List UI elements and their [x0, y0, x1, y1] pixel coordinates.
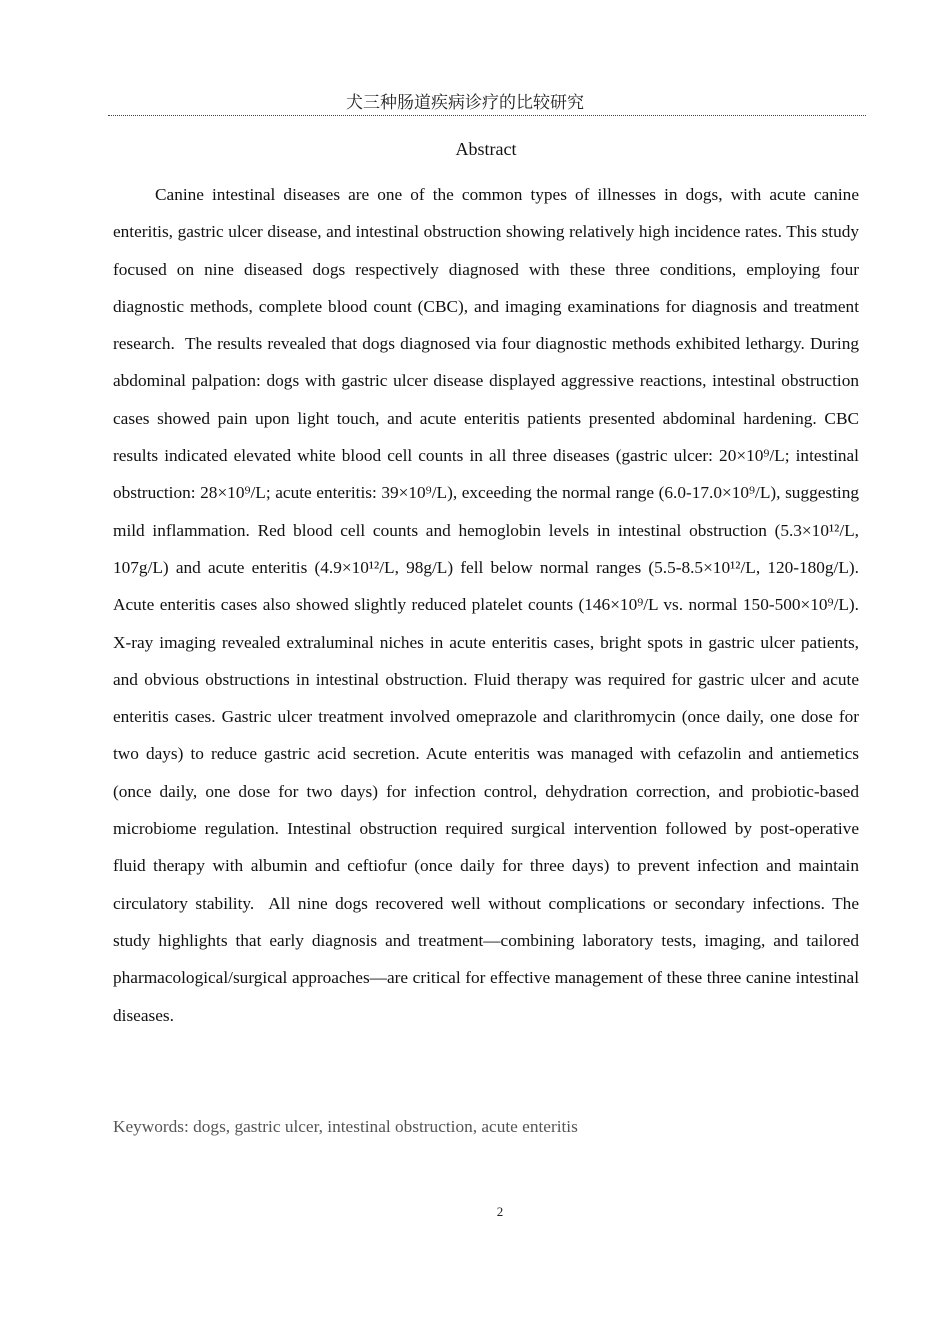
running-header-title: 犬三种肠道疾病诊疗的比较研究	[346, 93, 584, 113]
page-number: 2	[496, 1204, 504, 1219]
running-header	[108, 91, 866, 116]
abstract-body: Canine intestinal diseases are one of the common types of illnesses in dogs, with acute canine enteritis, gastric ulcer disease, and intestinal obstruction showing relatively high incidence rates. This study focused on nine diseased dogs respectively diagnosed with these three conditions, employing four diagnostic methods, complete blood count (CBC), and imaging examinations for diagnosis and treatment research. The results revealed that dogs diagnosed via four diagnostic methods exhibited lethargy. During abdominal palpation: dogs with gastric ulcer disease displayed aggressive reactions, intestinal obstruction cases showed pain upon light touch, and acute enteritis patients presented abdominal hardening. CBC results indicated elevated white blood cell counts in all three diseases (gastric ulcer: 20×10⁹/L; intestinal obstruction: 28×10⁹/L; acute enteritis: 39×10⁹/L), exceeding the normal range (6.0-17.0×10⁹/L), suggesting mild inflammation. Red blood cell counts and hemoglobin levels in intestinal obstruction (5.3×10¹²/L, 107g/L) and acute enteritis (4.9×10¹²/L, 98g/L) fell below normal ranges (5.5-8.5×10¹²/L, 120-180g/L). Acute enteritis cases also showed slightly reduced platelet counts (146×10⁹/L vs. normal 150-500×10⁹/L). X-ray imaging revealed extraluminal niches in acute enteritis cases, bright spots in gastric ulcer patients, and obvious obstructions in intestinal obstruction. Fluid therapy was required for gastric ulcer and acute enteritis cases. Gastric ulcer treatment involved omeprazole and clarithromycin (once daily, one dose for two days) to reduce gastric acid secretion. Acute enteritis was managed with cefazolin and antiemetics (once daily, one dose for two days) for infection control, dehydration correction, and probiotic-based microbiome regulation. Intestinal obstruction required surgical intervention followed by post-operative fluid therapy with albumin and ceftiofur (once daily for three days) to prevent infection and maintain circulatory stability. All nine dogs recovered well without complications or secondary infections. The study highlights that early diagnosis and treatment—combining laboratory tests, imaging, and tailored pharmacological/surgical approaches—are critical for effective management of these three canine intestinal diseases.	[113, 185, 868, 1025]
keywords-line: Keywords: dogs, gastric ulcer, intestinal obstruction, acute enteritis	[113, 1117, 578, 1136]
abstract-heading: Abstract	[455, 139, 517, 159]
